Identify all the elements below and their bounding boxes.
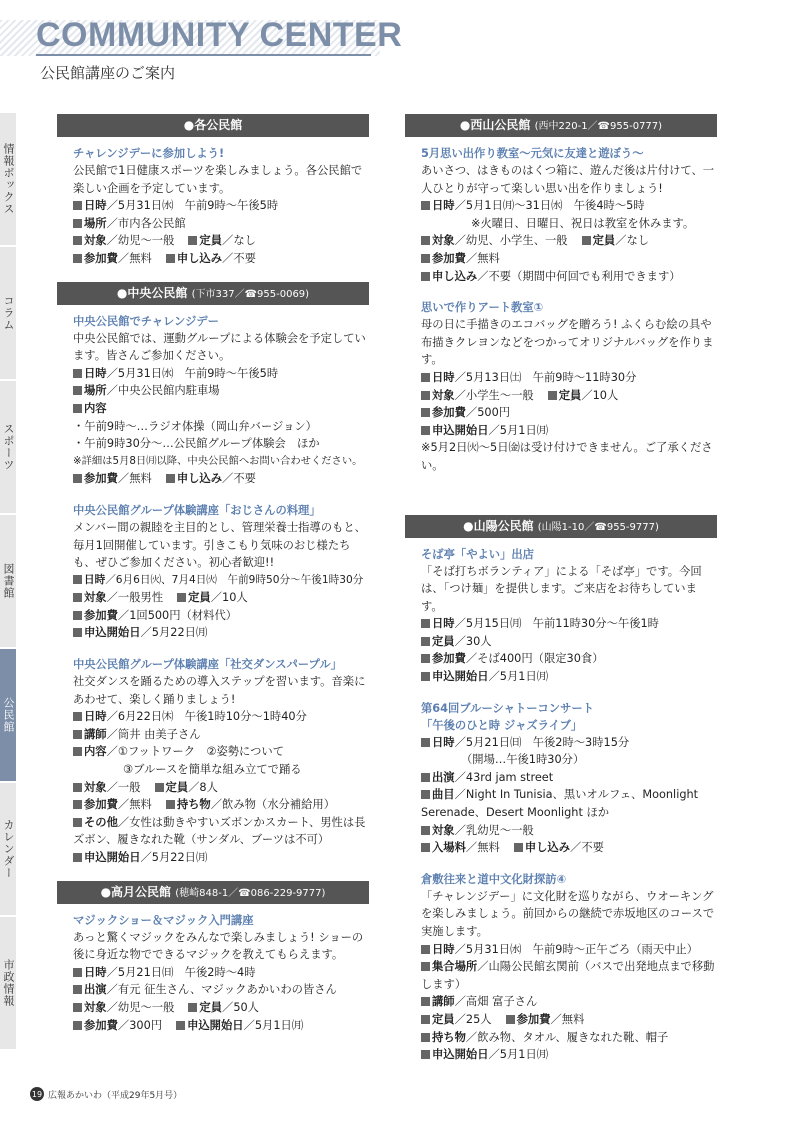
field-value: ／5月21日㈰ 午後2時～4時: [106, 965, 256, 979]
field-value: ／10人: [210, 591, 248, 605]
field-label: 対象: [84, 591, 107, 605]
field-label: 参加費: [432, 251, 466, 265]
field-label: 曲目: [432, 788, 455, 802]
field-label: 定員: [165, 780, 189, 794]
field-value: ／5月1日㈪: [243, 1018, 304, 1032]
tab-library[interactable]: 図書館: [0, 515, 16, 649]
field-value: ●高月公民館: [100, 884, 172, 899]
info-line: [73, 726, 369, 744]
field-label: 定員: [188, 591, 211, 605]
event-magic-show: [73, 912, 369, 1035]
bullet-square-icon: [73, 611, 82, 620]
field-value: ／無料: [117, 798, 152, 812]
field-label: 場所: [84, 384, 107, 398]
event-title: 中央公民館グループ体験講座「社交ダンスパープル」: [73, 658, 342, 672]
field-value: ／筒井 由美子さん: [106, 727, 201, 741]
field-label: 参加費: [84, 1018, 118, 1032]
bullet-square-icon: [73, 593, 82, 602]
field-value: ●西山公民館: [459, 118, 531, 132]
left-column: [57, 114, 369, 1048]
bullet-square-icon: [421, 826, 430, 835]
section-bar-chuo: [57, 282, 369, 305]
bullet-square-icon: [73, 968, 82, 977]
info-line: [73, 215, 369, 233]
field-value: ／飲み物、タオル、履きなれた靴、帽子: [465, 1030, 669, 1044]
info-line: [421, 633, 717, 651]
field-label: 申込開始日: [432, 423, 489, 437]
event-may-memories: [421, 145, 717, 285]
info-line: [421, 422, 717, 440]
field-value: ／市内各公民館: [106, 216, 186, 230]
bullet-square-icon: [73, 254, 82, 263]
info-line: [421, 268, 717, 286]
bullet-square-icon: [582, 236, 591, 245]
bullet-square-icon: [421, 738, 430, 747]
field-label: 参加費: [516, 1012, 551, 1026]
bullet-square-icon: [421, 637, 430, 646]
field-value: ／300円: [117, 1018, 163, 1032]
field-label: 対象: [432, 823, 455, 837]
field-label: その他: [84, 815, 118, 829]
tab-info-box[interactable]: 情報ボックス: [0, 113, 16, 247]
bullet-square-icon: [421, 1050, 430, 1059]
bullet-square-icon: [421, 426, 430, 435]
field-label: 申し込み: [524, 841, 571, 855]
field-label: 場所: [84, 216, 107, 230]
event-ojisan-cooking: [73, 502, 369, 642]
field-label: 参加費: [84, 798, 118, 812]
info-line: [421, 615, 717, 633]
info-line: [421, 387, 717, 405]
field-label: 申込開始日: [84, 851, 141, 864]
bullet-square-icon: [155, 783, 164, 792]
info-line: [421, 1011, 717, 1029]
bullet-square-icon: [73, 853, 82, 862]
field-value: ／一般男性: [106, 591, 164, 605]
tab-city-info[interactable]: 市政情報: [0, 917, 16, 1051]
info-line: ・午前9時～…ラジオ体操（岡山弁バージョン）: [73, 419, 317, 433]
info-line: [73, 365, 369, 383]
bullet-square-icon: [166, 254, 175, 263]
event-title: そば亭「やよい」出店: [421, 547, 534, 561]
info-line: あっと驚くマジックをみんなで楽しみましょう! ショーの後に身近な物でできるマジックを教えてもらえます。: [73, 930, 364, 962]
info-line: 「そば打ちボランティア」による「そば亭」です。今回は、「つけ麺」を提供します。ご来店をお待ちしています。: [421, 564, 702, 613]
info-line: ※火曜日、日曜日、祝日は教室を休みます。: [471, 216, 695, 230]
info-line: 「チャレンジデー」に文化財を巡りながら、ウオーキングを楽しみましょう。前回からの継続で赤坂地区のコースで実施します。: [421, 889, 715, 938]
info-line: 社交ダンスを踊るための導入ステップを習います。音楽にあわせて、楽しく踊りましょう!: [73, 675, 366, 706]
bullet-square-icon: [421, 254, 430, 263]
tab-sports[interactable]: スポーツ: [0, 381, 16, 515]
field-label: 対象: [432, 234, 455, 248]
field-value: ／飲み物（水分補給用）: [210, 798, 335, 812]
info-line: [421, 786, 717, 821]
field-label: 日時: [84, 573, 106, 586]
info-line: [421, 839, 717, 857]
bullet-square-icon: [73, 219, 82, 228]
field-value: ／1回500円（材料代）: [117, 608, 238, 622]
field-value: ／6月6日㈫、7月4日㈫ 午前9時50分～午後1時30分: [105, 573, 364, 586]
event-title: 倉敷往来と道中文化財探訪④: [421, 872, 567, 886]
info-line: [421, 1029, 717, 1047]
field-value: ／30人: [454, 634, 492, 648]
field-value: ／500円: [465, 406, 511, 420]
info-line: [421, 668, 717, 686]
event-challenge-day: [73, 145, 369, 268]
info-line: ③ブルースを簡単な組み立てで踊る: [123, 763, 302, 777]
field-value: (西中220-1／☎955-0777): [534, 121, 663, 132]
bullet-square-icon: [188, 236, 197, 245]
info-line: ※5月2日㈫～5日㈮は受け付けできません。ご了承ください。: [421, 441, 713, 472]
section-bar-takatsuki: [57, 881, 369, 904]
field-label: 日時: [432, 370, 455, 384]
info-line: [73, 814, 369, 849]
field-label: 参加費: [432, 406, 466, 420]
field-value: ／不要（期間中何回でも利用できます）: [477, 269, 681, 283]
tab-calendar[interactable]: カレンダー: [0, 783, 16, 917]
bullet-square-icon: [421, 236, 430, 245]
field-value: ／不要: [570, 841, 604, 855]
event-subtitle: 「午後のひと時 ジャズライブ」: [421, 718, 583, 732]
event-title: 5月思い出作り教室～元気に友達と遊ぼう～: [421, 147, 644, 160]
field-value: ／幼児～一般: [106, 1000, 175, 1014]
bullet-square-icon: [73, 1003, 82, 1012]
field-label: 参加費: [84, 608, 118, 622]
bullet-square-icon: [73, 1021, 82, 1030]
field-label: 日時: [84, 965, 107, 979]
field-label: 対象: [84, 234, 107, 248]
field-value: ／Night In Tunisia、黒いオルフェ、Moonlight Serenade、Desert Moonlight ほか: [421, 788, 699, 820]
field-label: 内容: [84, 745, 107, 759]
field-label: 対象: [432, 388, 455, 402]
bullet-square-icon: [421, 408, 430, 417]
info-line: ・午前9時30分～…公民館グループ体験会 ほか: [73, 437, 320, 451]
bullet-square-icon: [421, 654, 430, 663]
bullet-square-icon: [506, 1015, 515, 1024]
field-label: 日時: [432, 942, 455, 956]
field-value: ／一般: [106, 780, 141, 794]
event-chuo-challenge: [73, 313, 369, 488]
event-title: 中央公民館でチャレンジデー: [73, 314, 219, 328]
bullet-square-icon: [73, 474, 82, 483]
field-value: ／8人: [188, 780, 218, 794]
field-label: 定員: [199, 1000, 223, 1014]
bullet-square-icon: [421, 945, 430, 954]
event-jazz-concert: [421, 700, 717, 857]
field-value: ／①フットワーク ②姿勢について: [106, 745, 285, 759]
info-line: [73, 981, 369, 999]
field-label: 定員: [432, 1012, 455, 1026]
field-value: ●中央公民館: [116, 285, 188, 300]
bullet-square-icon: [73, 818, 82, 827]
info-line: [421, 404, 717, 422]
info-line: [73, 1017, 369, 1035]
field-value: (下市337／☎955-0069): [191, 288, 310, 300]
field-value: ／そば400円（限定30食）: [465, 652, 604, 666]
event-soba: [421, 546, 717, 686]
field-value: ／無料: [117, 472, 152, 486]
bullet-square-icon: [548, 391, 557, 400]
field-value: ／不要: [222, 251, 256, 265]
bullet-square-icon: [73, 236, 82, 245]
info-line: [73, 400, 369, 418]
field-value: ／43rd jam street: [454, 770, 554, 784]
bullet-square-icon: [73, 730, 82, 739]
field-label: 申し込み: [432, 269, 478, 283]
field-value: ／5月31日㈬ 午前9時～午後5時: [106, 366, 279, 380]
info-line: [421, 822, 717, 840]
field-label: 出演: [432, 770, 455, 784]
page-subtitle: 公民館講座のご案内: [40, 64, 176, 82]
bullet-square-icon: [73, 386, 82, 395]
info-line: [73, 708, 369, 726]
field-label: 日時: [432, 199, 455, 213]
field-label: 出演: [84, 983, 107, 997]
field-value: ／幼児～一般: [106, 234, 175, 248]
field-label: 参加費: [84, 251, 118, 265]
info-line: 中央公民館では、運動グループによる体験会を予定しています。皆さんご参加ください。: [73, 331, 366, 363]
field-value: ●山陽公民館: [463, 518, 534, 533]
info-line: [73, 999, 369, 1017]
info-line: [73, 624, 369, 642]
bullet-square-icon: [177, 593, 186, 602]
field-label: 定員: [199, 234, 223, 248]
bullet-square-icon: [166, 474, 175, 483]
bullet-square-icon: [421, 201, 430, 210]
info-line: [73, 470, 369, 488]
field-label: 対象: [84, 1000, 107, 1014]
field-label: 定員: [592, 234, 616, 248]
info-line: [73, 779, 369, 797]
field-value: ／なし: [615, 234, 650, 248]
field-label: 対象: [84, 780, 107, 794]
info-line: [421, 232, 717, 250]
field-label: 申し込み: [176, 472, 223, 486]
info-line: （開場…午後1時30分）: [461, 753, 585, 767]
field-value: ／乳幼児～一般: [454, 823, 534, 837]
info-line: [421, 993, 717, 1011]
field-value: ／5月1日㈪: [488, 670, 549, 684]
info-line: ※詳細は5月8日㈪以降、中央公民館へお問い合わせください。: [73, 454, 363, 467]
field-label: 申込開始日: [432, 670, 489, 684]
bullet-square-icon: [73, 201, 82, 210]
field-label: 定員: [558, 388, 582, 402]
field-label: 内容: [84, 401, 107, 415]
field-value: ／5月15日㈪ 午前11時30分～午後1時: [454, 617, 659, 631]
info-line: 母の日に手描きのエコバッグを贈ろう! ふくらむ絵の具や布描きクレヨンなどをつかってオリジナルバッグを作ります。: [421, 318, 714, 367]
info-line: [73, 589, 369, 607]
info-line: [73, 232, 369, 250]
info-line: あいさつ、はきものはくつ箱に、遊んだ後は片付けて、一人ひとりが守って楽しい思い出を作りましょう!: [421, 164, 715, 195]
bullet-square-icon: [73, 712, 82, 721]
field-value: ／無料: [550, 1012, 585, 1026]
bullet-square-icon: [421, 672, 430, 681]
field-value: ／小学生～一般: [454, 388, 534, 402]
page-title: COMMUNITY CENTER: [36, 16, 403, 54]
bullet-square-icon: [421, 1015, 430, 1024]
field-label: 集合場所: [432, 960, 478, 974]
field-label: 日時: [84, 710, 107, 724]
bullet-square-icon: [188, 1003, 197, 1012]
event-title: 中央公民館グループ体験講座「おじさんの料理」: [73, 503, 321, 517]
field-value: ／25人: [454, 1012, 492, 1026]
field-value: ／5月1日㈪～31日㈬ 午後4時～5時: [454, 199, 645, 213]
field-value: ／不要: [222, 472, 256, 486]
bullet-square-icon: [421, 997, 430, 1006]
event-title: 第64回ブルーシャトーコンサート: [421, 701, 594, 715]
field-label: 日時: [432, 617, 455, 631]
bullet-square-icon: [73, 747, 82, 756]
field-value: ／無料: [465, 841, 500, 855]
event-social-dance: [73, 656, 369, 867]
info-line: [421, 197, 717, 215]
field-value: (山陽1-10／☎955-9777): [537, 521, 659, 533]
info-line: [73, 382, 369, 400]
bullet-square-icon: [73, 800, 82, 809]
info-line: [421, 250, 717, 268]
bullet-square-icon: [421, 391, 430, 400]
info-line: [421, 369, 717, 387]
event-title: マジックショー＆マジック入門講座: [73, 913, 254, 927]
info-line: [421, 1046, 717, 1064]
info-line: メンバー間の親睦を主目的とし、管理栄養士指導のもと、毎月1回開催しています。引きこもり気味のおじ様たちも、ぜひご参加ください。初心者歓迎!!: [73, 520, 366, 570]
tab-column[interactable]: コラム: [0, 247, 16, 381]
info-line: [421, 958, 717, 993]
bullet-square-icon: [73, 369, 82, 378]
field-value: ／5月22日㈪: [140, 626, 208, 640]
bullet-square-icon: [421, 619, 430, 628]
field-value: ／幼児、小学生、一般: [454, 234, 568, 248]
field-value: ／5月22日㈪: [140, 851, 208, 864]
info-line: [73, 743, 369, 761]
field-value: ／有元 征生さん、マジックあかいわの皆さん: [106, 983, 337, 997]
field-label: 申込開始日: [84, 626, 141, 640]
field-label: 日時: [432, 735, 455, 749]
header-underline: [36, 54, 371, 56]
info-line: [73, 572, 369, 590]
section-bar-all-centers: [57, 114, 369, 137]
field-value: ／5月13日㈯ 午前9時～11時30分: [454, 370, 637, 384]
field-value: ／5月31日㈬ 午前9時～午後5時: [106, 199, 279, 213]
bullet-square-icon: [421, 790, 430, 799]
bullet-square-icon: [421, 773, 430, 782]
info-line: [73, 964, 369, 982]
bullet-square-icon: [73, 575, 82, 584]
info-line: [73, 607, 369, 625]
info-line: [73, 197, 369, 215]
right-column: [405, 114, 717, 1078]
field-value: ／5月21日㈰ 午後2時～3時15分: [454, 735, 630, 749]
field-value: ／5月1日㈪: [488, 1048, 549, 1062]
field-label: 持ち物: [176, 798, 211, 812]
bullet-square-icon: [421, 962, 430, 971]
info-line: [73, 250, 369, 268]
field-value: ／50人: [222, 1000, 259, 1014]
info-line: [421, 941, 717, 959]
info-line: [421, 769, 717, 787]
field-value: ／なし: [222, 234, 256, 248]
section-bar-nishiyama: [405, 114, 717, 137]
bullet-square-icon: [421, 843, 430, 852]
field-label: 定員: [432, 634, 455, 648]
field-label: 申込開始日: [432, 1048, 489, 1062]
tab-community-center[interactable]: 公民館: [0, 649, 16, 783]
field-label: 申込開始日: [187, 1018, 244, 1032]
field-label: 日時: [84, 366, 107, 380]
field-value: ●各公民館: [183, 118, 243, 132]
bullet-square-icon: [176, 1021, 185, 1030]
publication-name: 広報あかいわ（平成29年5月号）: [48, 1090, 183, 1101]
field-label: 講師: [432, 995, 455, 1009]
field-label: 日時: [84, 199, 107, 213]
field-label: 参加費: [84, 472, 118, 486]
info-line: [421, 734, 717, 752]
bullet-square-icon: [73, 985, 82, 994]
info-line: [421, 650, 717, 668]
info-line: [73, 796, 369, 814]
field-value: ／山陽公民館玄関前（バスで出発地点まで移動します）: [421, 960, 715, 991]
field-label: 持ち物: [432, 1030, 466, 1044]
field-value: ／無料: [465, 251, 500, 265]
bullet-square-icon: [73, 783, 82, 792]
bullet-square-icon: [73, 628, 82, 637]
field-value: (穂崎848-1／☎086-229-9777): [175, 887, 326, 899]
field-label: 参加費: [432, 652, 466, 666]
page-number: 19: [30, 1087, 44, 1101]
field-value: ／6月22日㈭ 午後1時10分～1時40分: [106, 710, 307, 724]
event-title: チャレンジデーに参加しよう!: [73, 147, 225, 160]
field-label: 講師: [84, 727, 107, 741]
section-bar-sanyo: [405, 515, 717, 538]
event-culture-walk: [421, 871, 717, 1064]
field-value: ／高畑 富子さん: [454, 995, 538, 1009]
event-title: 思いで作りアート教室①: [421, 301, 544, 315]
bullet-square-icon: [421, 1033, 430, 1042]
field-value: ／10人: [581, 388, 619, 402]
field-value: ／中央公民館内駐車場: [106, 384, 220, 398]
info-line: [73, 849, 369, 867]
side-tabs: [0, 113, 31, 1051]
field-value: ／無料: [117, 251, 152, 265]
field-label: 申し込み: [176, 251, 223, 265]
bullet-square-icon: [166, 800, 175, 809]
event-art-class: [421, 299, 717, 474]
bullet-square-icon: [73, 404, 82, 413]
bullet-square-icon: [421, 272, 430, 281]
field-value: ／5月1日㈪: [488, 423, 549, 437]
field-value: ／女性は動きやすいズボンかスカート、男性は長ズボン、履きなれた靴（サンダル、ブーツは不可）: [73, 815, 366, 847]
bullet-square-icon: [421, 373, 430, 382]
page-footer: [30, 1087, 182, 1101]
field-label: 入場料: [432, 841, 466, 855]
event-description: 公民館で1日健康スポーツを楽しみましょう。各公民館で楽しい企画を予定しています。: [73, 164, 363, 195]
bullet-square-icon: [514, 843, 523, 852]
field-value: ／5月31日㈬ 午前9時～正午ごろ（雨天中止）: [454, 942, 699, 956]
